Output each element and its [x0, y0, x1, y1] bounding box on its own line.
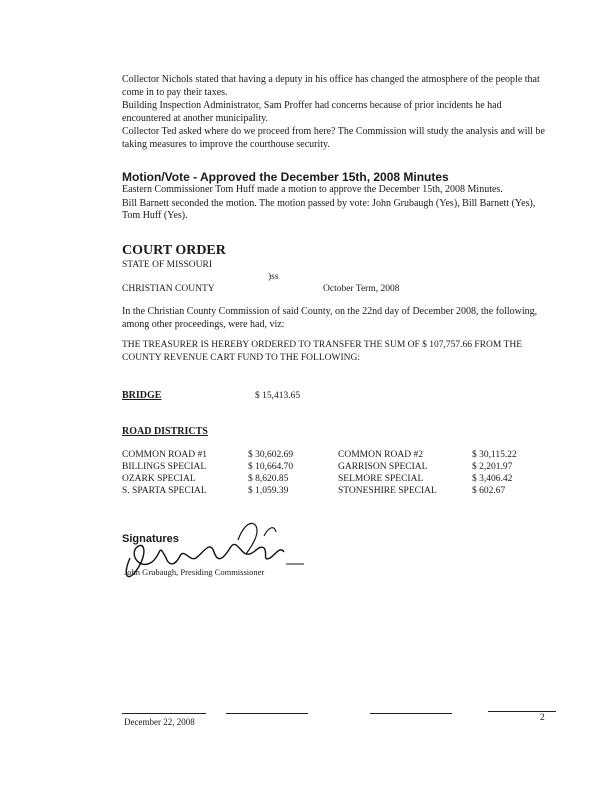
road-district-amount: $ 10,664.70	[248, 462, 294, 472]
footer-rule-3	[370, 713, 452, 714]
intro-paragraph	[122, 74, 552, 152]
road-district-row	[122, 485, 542, 497]
intro-line-collector: Collector Nichols stated that having a deputy in his office has changed the atmosphere of the people that come in to pay their taxes.	[122, 74, 540, 98]
road-district-row	[122, 473, 542, 485]
court-order-title: COURT ORDER	[122, 243, 226, 258]
state-label: STATE OF MISSOURI	[122, 260, 213, 270]
motion-body	[122, 184, 552, 224]
page-number: 2	[540, 713, 545, 723]
motion-line-made: Eastern Commissioner Tom Huff made a motion to approve the December 15th, 2008 Minutes.	[122, 184, 503, 195]
signatures-label: Signatures	[122, 533, 179, 545]
signer-name: John Grubaugh, Presiding Commissioner	[124, 567, 265, 577]
footer-rule-4	[488, 711, 556, 712]
court-order-transfer: THE TREASURER IS HEREBY ORDERED TO TRANSFER THE SUM OF $ 107,757.66 FROM THE COUNTY REVENUE CART FUND TO THE FOLLOWING:	[122, 340, 523, 363]
footer-rule-2	[226, 713, 308, 714]
intro-line-next-steps: Collector Ted asked where do we proceed from here? The Commission will study the analysis and will be taking measures to improve the courthouse security.	[122, 126, 545, 150]
intro-line-inspector: Building Inspection Administrator, Sam Proffer had concerns because of prior incidents he had encountered at another municipality.	[122, 100, 502, 124]
road-district-name: GARRISON SPECIAL	[338, 462, 428, 472]
term-label: October Term, 2008	[323, 284, 400, 294]
bridge-label: BRIDGE	[122, 390, 162, 401]
county-label: CHRISTIAN COUNTY	[122, 284, 215, 294]
road-district-amount: $ 602.67	[472, 486, 506, 496]
road-district-amount: $ 30,602.69	[248, 450, 294, 460]
footer-date: December 22, 2008	[124, 717, 195, 727]
road-district-name: BILLINGS SPECIAL	[122, 462, 207, 472]
road-district-amount: $ 2,201.97	[472, 462, 513, 472]
road-district-name: STONESHIRE SPECIAL	[338, 486, 437, 496]
ss-label: )ss	[268, 272, 279, 282]
motion-line-vote: Bill Barnett seconded the motion. The motion passed by vote: John Grubaugh (Yes), Bill Barnett (Yes), Tom Huff (Yes).	[122, 197, 536, 221]
road-district-amount: $ 30,115.22	[472, 450, 517, 460]
road-district-name: COMMON ROAD #2	[338, 450, 423, 460]
road-district-name: SELMORE SPECIAL	[338, 474, 424, 484]
road-district-row	[122, 461, 542, 473]
road-districts-table	[122, 449, 542, 497]
road-district-amount: $ 1,059.39	[248, 486, 289, 496]
road-district-name: COMMON ROAD #1	[122, 450, 207, 460]
motion-heading: Motion/Vote - Approved the December 15th, 2008 Minutes	[122, 170, 449, 184]
road-district-amount: $ 8,620.85	[248, 474, 289, 484]
bridge-amount: $ 15,413.65	[255, 391, 301, 401]
road-district-name: OZARK SPECIAL	[122, 474, 196, 484]
road-district-name: S. SPARTA SPECIAL	[122, 486, 207, 496]
court-order-body: In the Christian County Commission of said County, on the 22nd day of December 2008, the following, among other proceedings, were had, viz:	[122, 306, 538, 330]
road-district-row	[122, 449, 542, 461]
road-district-amount: $ 3,406.42	[472, 474, 513, 484]
road-districts-label: ROAD DISTRICTS	[122, 426, 208, 437]
footer-rule-1	[122, 713, 206, 714]
